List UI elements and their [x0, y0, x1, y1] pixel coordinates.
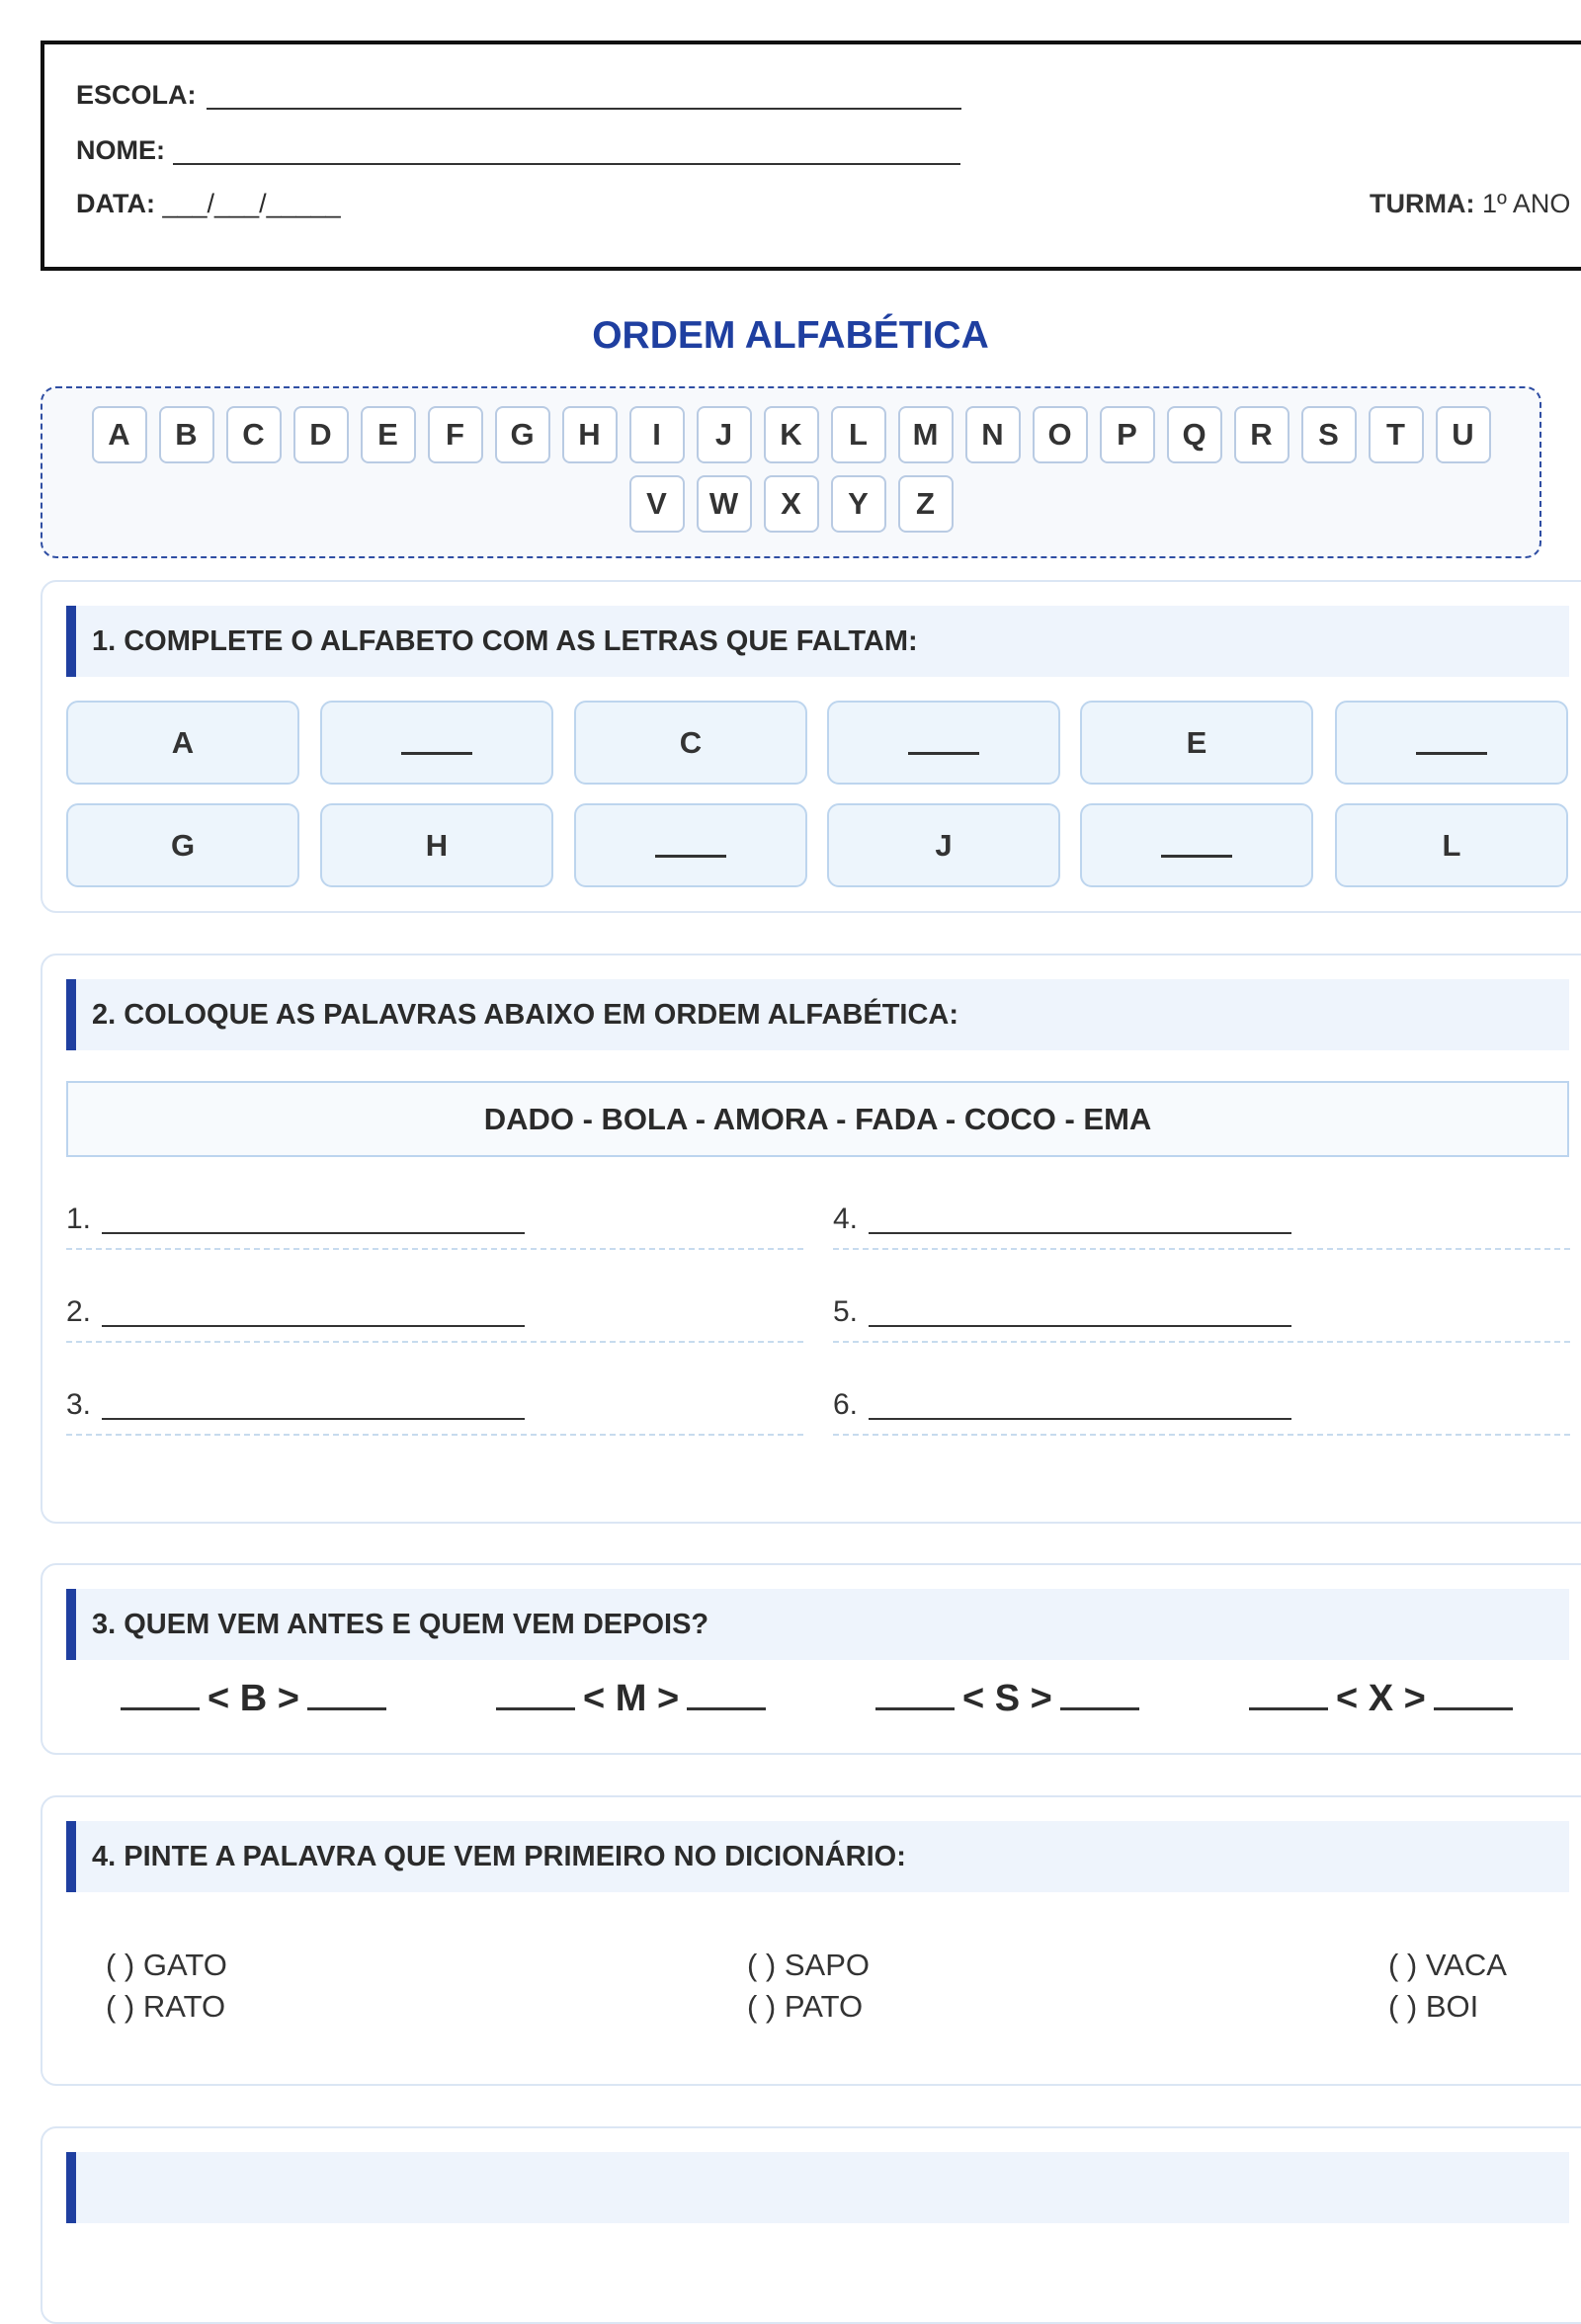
answer-line-row [833, 1203, 1570, 1250]
missing-letter-blank[interactable] [1335, 701, 1568, 785]
alphabet-letter: D [293, 406, 349, 463]
data-row [76, 189, 341, 219]
answer-number: 2. [66, 1295, 92, 1328]
missing-letter-blank[interactable] [320, 701, 553, 785]
before-blank[interactable] [875, 1707, 955, 1710]
nome-row [76, 135, 165, 166]
middle-letter: < M > [583, 1678, 680, 1719]
alphabet-letter: W [697, 475, 752, 533]
word-option[interactable]: ( ) PATO [747, 1989, 864, 2024]
word-option[interactable]: ( ) BOI [1388, 1989, 1479, 2024]
word-option[interactable]: ( ) RATO [106, 1989, 226, 2024]
missing-letter-blank[interactable] [827, 701, 1060, 785]
question-2-title: 2. COLOQUE AS PALAVRAS ABAIXO EM ORDEM ALFABÉTICA: [66, 979, 1569, 1050]
alphabet-letter: L [831, 406, 886, 463]
answer-field[interactable] [869, 1418, 1291, 1420]
answer-line-row [66, 1295, 803, 1343]
missing-letter-blank[interactable] [574, 803, 807, 887]
alphabet-letter: H [562, 406, 618, 463]
alphabet-letter: X [764, 475, 819, 533]
alphabet-letter: M [898, 406, 954, 463]
answer-line-row [66, 1203, 803, 1250]
question-1 [41, 580, 1581, 913]
before-blank[interactable] [121, 1707, 200, 1710]
before-after-item [496, 1678, 766, 1720]
before-after-item [875, 1678, 1139, 1720]
question-5 [41, 2126, 1581, 2324]
blank-line [655, 855, 726, 858]
missing-letter-blank[interactable] [1080, 803, 1313, 887]
alphabet-letter: G [495, 406, 550, 463]
turma-row [1370, 189, 1570, 219]
before-after-item [1249, 1678, 1513, 1720]
given-letter: J [827, 803, 1060, 887]
answer-field[interactable] [102, 1325, 525, 1327]
middle-letter: < B > [208, 1678, 299, 1719]
alphabet-letter: Y [831, 475, 886, 533]
alphabet-letter: B [159, 406, 214, 463]
alphabet-letter: E [361, 406, 416, 463]
given-letter: E [1080, 701, 1313, 785]
nome-field[interactable] [173, 163, 960, 165]
middle-letter: < X > [1336, 1678, 1426, 1719]
answer-number: 3. [66, 1388, 92, 1421]
alphabet-letter: O [1033, 406, 1088, 463]
alphabet-letter: R [1234, 406, 1290, 463]
word-option[interactable]: ( ) VACA [1388, 1948, 1507, 1982]
after-blank[interactable] [1434, 1707, 1513, 1710]
given-letter: G [66, 803, 299, 887]
turma-value: 1º ANO [1482, 189, 1571, 218]
alphabet-letter: F [428, 406, 483, 463]
data-field[interactable]: ___/___/_____ [162, 189, 341, 218]
before-blank[interactable] [496, 1707, 575, 1710]
alphabet-letter: T [1369, 406, 1424, 463]
after-blank[interactable] [687, 1707, 766, 1710]
answer-number: 1. [66, 1203, 92, 1235]
before-after-item [121, 1678, 386, 1720]
page-title: ORDEM ALFABÉTICA [592, 314, 989, 357]
student-info-box [41, 41, 1581, 271]
word-option[interactable]: ( ) SAPO [747, 1948, 871, 1982]
answer-field[interactable] [102, 1418, 525, 1420]
answer-number: 6. [833, 1388, 859, 1421]
turma-label: TURMA: [1370, 189, 1475, 218]
answer-line-row [66, 1388, 803, 1436]
answer-field[interactable] [102, 1232, 525, 1234]
question-5-title [66, 2152, 1569, 2223]
alphabet-letter: Z [898, 475, 954, 533]
after-blank[interactable] [1060, 1707, 1139, 1710]
alphabet-letter: U [1436, 406, 1491, 463]
alphabet-letter: C [226, 406, 282, 463]
question-4-title: 4. PINTE A PALAVRA QUE VEM PRIMEIRO NO DICIONÁRIO: [66, 1821, 1569, 1892]
question-1-title: 1. COMPLETE O ALFABETO COM AS LETRAS QUE FALTAM: [66, 606, 1569, 677]
answer-line-row [833, 1295, 1570, 1343]
alphabet-letter: I [629, 406, 685, 463]
answer-field[interactable] [869, 1232, 1291, 1234]
blank-line [1161, 855, 1232, 858]
blank-line [1416, 752, 1487, 755]
after-blank[interactable] [307, 1707, 386, 1710]
alphabet-letter: S [1301, 406, 1357, 463]
alphabet-letter: P [1100, 406, 1155, 463]
nome-label: NOME: [76, 135, 165, 165]
alphabet-row-2 [42, 475, 1539, 533]
alphabet-letter: A [92, 406, 147, 463]
alphabet-letter: N [965, 406, 1021, 463]
alphabet-letter: J [697, 406, 752, 463]
question-3-title: 3. QUEM VEM ANTES E QUEM VEM DEPOIS? [66, 1589, 1569, 1660]
alphabet-letter: K [764, 406, 819, 463]
word-bank: DADO - BOLA - AMORA - FADA - COCO - EMA [66, 1081, 1569, 1157]
answer-number: 4. [833, 1203, 859, 1235]
given-letter: H [320, 803, 553, 887]
question-2 [41, 954, 1581, 1524]
question-4 [41, 1795, 1581, 2086]
answer-number: 5. [833, 1295, 859, 1328]
answer-field[interactable] [869, 1325, 1291, 1327]
alphabet-row-1 [42, 406, 1539, 463]
before-blank[interactable] [1249, 1707, 1328, 1710]
word-option[interactable]: ( ) GATO [106, 1948, 227, 1982]
given-letter: L [1335, 803, 1568, 887]
alphabet-letter: V [629, 475, 685, 533]
data-label: DATA: [76, 189, 155, 218]
middle-letter: < S > [962, 1678, 1052, 1719]
escola-label: ESCOLA: [76, 80, 197, 110]
question-3 [41, 1563, 1581, 1755]
blank-line [908, 752, 979, 755]
escola-row [76, 80, 197, 111]
alphabet-reference [41, 386, 1541, 558]
given-letter: C [574, 701, 807, 785]
alphabet-letter: Q [1167, 406, 1222, 463]
answer-line-row [833, 1388, 1570, 1436]
blank-line [401, 752, 472, 755]
escola-field[interactable] [207, 108, 961, 110]
given-letter: A [66, 701, 299, 785]
